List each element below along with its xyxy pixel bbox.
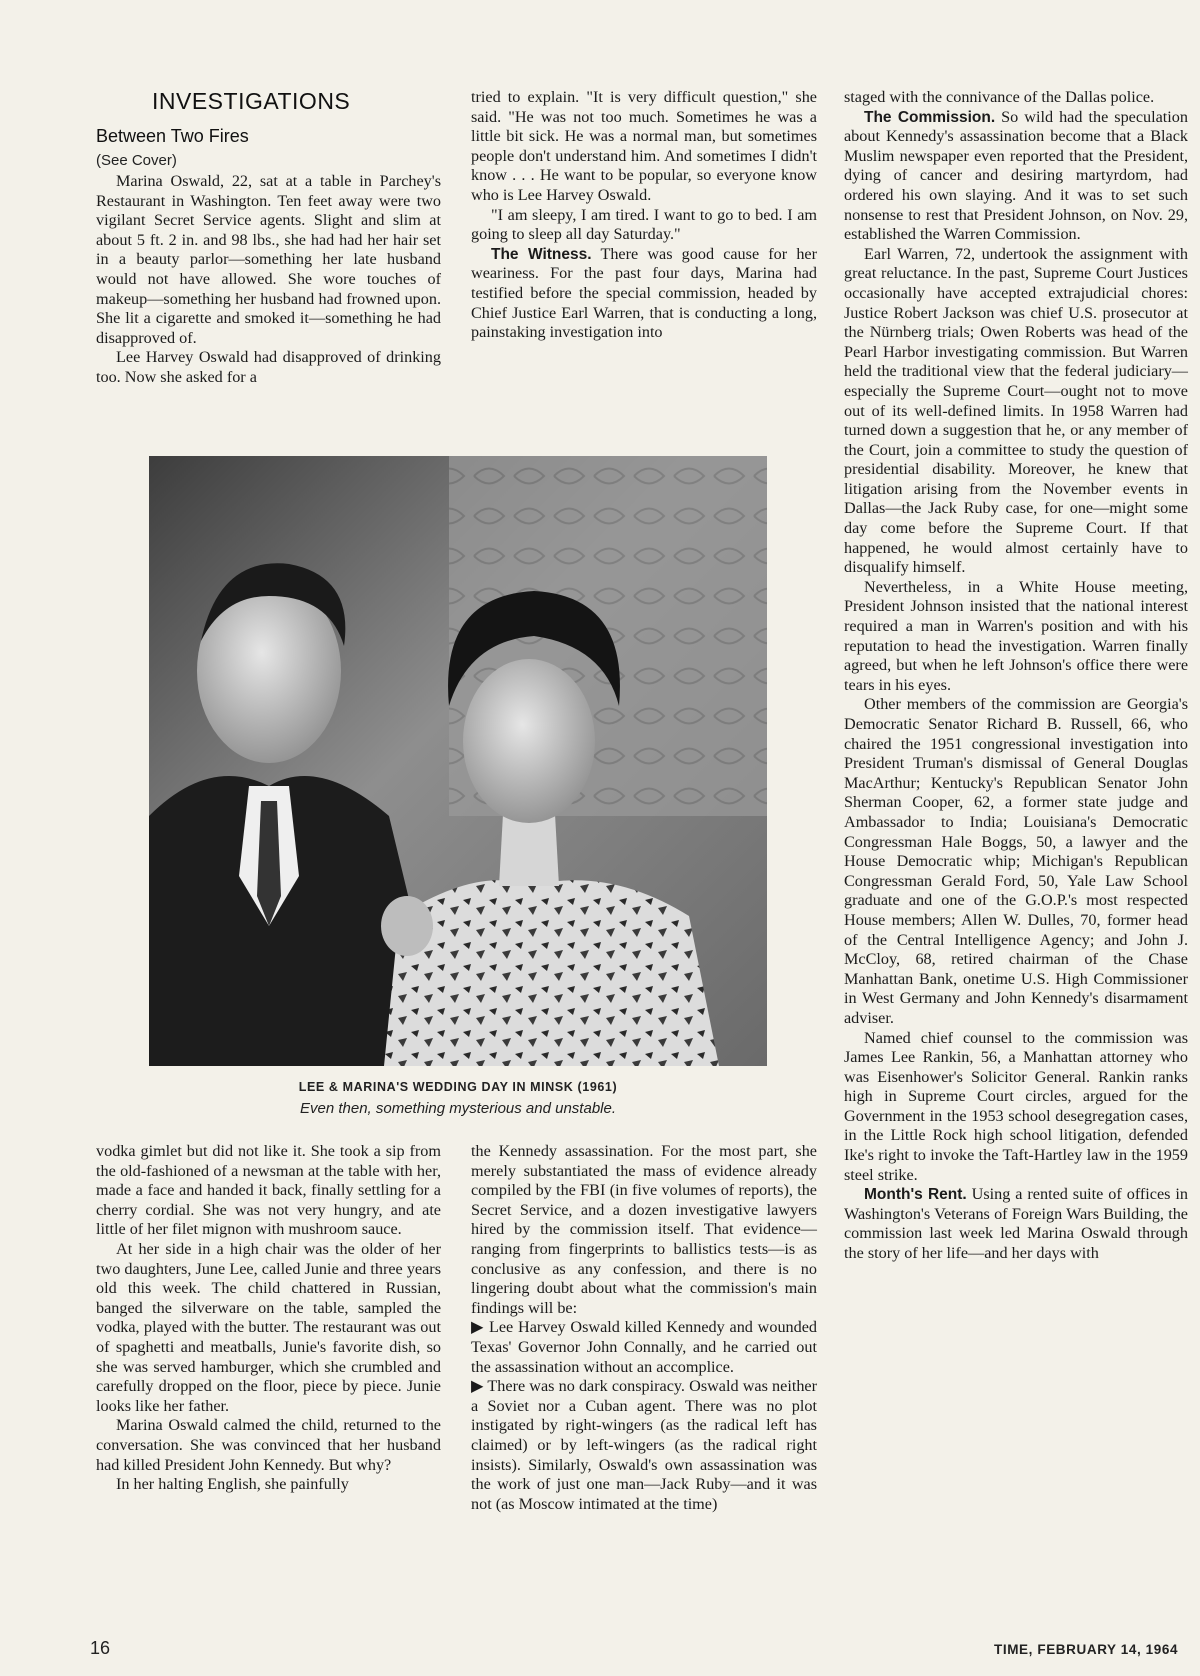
paragraph-witness: [471, 245, 817, 343]
page-number: 16: [90, 1638, 111, 1658]
finding-text: There was no dark conspiracy. Oswald was neither a Soviet nor a Cuban agent. There was no plot instigated by right-wingers (as the radical left has claimed) or by left-wingers (as the radical right insists). Similarly, Oswald's own assassination was the work of just one man—Jack Ruby—and it was not (as Moscow intimated at the time): [471, 1377, 817, 1513]
publication-footer: TIME, FEBRUARY 14, 1964: [994, 1642, 1179, 1657]
column-3: [844, 88, 1188, 1264]
paragraph: Earl Warren, 72, undertook the assignment with great reluctance. In the past, Supreme Court Justices occasionally have accepted extrajudicial chores: Justice Robert Jackson was chief U.S. prosecutor at the Nürnberg trials; Owen Roberts was head of the Pearl Harbor investigating commission. But Warren held the traditional view that the federal judiciary—especially the Supreme Court—ought not to move out of its well-defined limits. In 1958 Warren had turned down a suggestion that he, or any member of the Court, join a committee to study the question of presidential disability. Moreover, he knew that litigation arising from the November events in Dallas—the Jack Ruby case, for one—might some day come before the Supreme Court. If that happened, he would almost certainly have to disqualify himself.: [844, 244, 1188, 577]
column-1-bottom: [96, 1142, 441, 1495]
paragraph: staged with the connivance of the Dallas police.: [844, 88, 1155, 106]
finding-item: [471, 1318, 817, 1377]
paragraph: Named chief counsel to the commission was James Lee Rankin, 56, a Manhattan attorney who was Eisenhower's Solicitor General. Rankin ranks high in Supreme Court circles, argued for the Government in the 1953 school desegregation cases, in the Little Rock high school litigation, defended Ike's right to invoke the Taft-Hartley law in the 1959 steel strike.: [844, 1028, 1188, 1184]
run-in-heading: The Commission.: [864, 108, 996, 126]
paragraph: vodka gimlet but did not like it. She took a sip from the old-fashioned of a newsman at the table with her, made a face and handed it back, finally settling for a cherry cordial. She was not very hungry, and ate little of her filet mignon with mushroom sauce.: [96, 1142, 441, 1239]
paragraph: tried to explain. "It is very difficult question," she said. "He was not too much. Sometimes he was a little bit sick. He was a normal man, but sometimes people don't understand him. And sometimes I didn't know . . . He want to be popular, so everyone know who is Lee Harvey Oswald.: [471, 88, 817, 204]
run-in-heading: The Witness.: [491, 245, 592, 263]
photo-caption-title: LEE & MARINA'S WEDDING DAY IN MINSK (1961): [298, 1080, 618, 1094]
column-2-bottom: [471, 1142, 817, 1514]
paragraph-text: So wild had the speculation about Kennedy's assassination become that a Black Muslim newspaper even reported that the President, dying of cancer and desiring martyrdom, had ordered his own slaying. And it was to set such nonsense to rest that President Johnson, on Nov. 29, established the Warren Commission.: [844, 107, 1188, 244]
section-heading: INVESTIGATIONS: [152, 88, 351, 114]
paragraph-commission: [844, 108, 1188, 245]
run-in-heading: Month's Rent.: [864, 1186, 967, 1204]
paragraph: Other members of the commission are Georgia's Democratic Senator Richard B. Russell, 66, who chaired the 1951 congressional investigation into President Truman's dismissal of General Douglas MacArthur; Kentucky's Republican Senator John Sherman Cooper, 62, a former state judge and Ambassador to India; Louisiana's Democratic Congressman Hale Boggs, 50, a lawyer and the House Democratic whip; Michigan's Republican Congressman Gerald Ford, 50, Yale Law School graduate and one of the G.O.P.'s most respected House members; Allen W. Dulles, 70, former head of the Central Intelligence Agency; and John J. McCloy, 68, retired chairman of the Chase Manhattan Bank, onetime U.S. High Commissioner in West Germany and John Kennedy's disarmament adviser.: [844, 695, 1188, 1027]
photo-caption-subtitle: Even then, something mysterious and unstable.: [299, 1100, 617, 1117]
paragraph-rent: [844, 1185, 1188, 1263]
finding-item: [471, 1377, 817, 1514]
wedding-photo: [149, 456, 767, 1066]
paragraph: Lee Harvey Oswald had disapproved of drinking too. Now she asked for a: [96, 348, 441, 386]
paragraph: At her side in a high chair was the older of her two daughters, June Lee, called Junie and three years old this week. The child chattered in Russian, banged the silverware on the table, sampled the vodka, played with the butter. The restaurant was out of spaghetti and meatballs, Junie's favorite dish, so she was served hamburger, which she crumbled and carefully dropped on the floor, piece by piece. Junie looks like her father.: [96, 1239, 441, 1415]
paragraph-text: There was good cause for her weariness. For the past four days, Marina had testified before the special commission, headed by Chief Justice Earl Warren, that is conducting a long, painstaking investigation into: [471, 244, 817, 342]
article-headline: Between Two Fires: [96, 126, 249, 146]
paragraph-text: Using a rented suite of offices in Washington's Veterans of Foreign Wars Building, the commission last week led Marina Oswald through the story of her life—and her days with: [844, 1185, 1188, 1263]
column-1-top: [96, 172, 441, 388]
column-2-top: [471, 88, 817, 343]
paragraph: "I am sleepy, I am tired. I want to go to bed. I am going to sleep all day Saturday.": [471, 205, 817, 244]
bullet-arrow-icon: ▶: [471, 1377, 484, 1396]
finding-text: Lee Harvey Oswald killed Kennedy and wounded Texas' Governor John Connally, and he carried out the assassination without an accomplice.: [471, 1318, 817, 1376]
paragraph: the Kennedy assassination. For the most part, she merely substantiated the mass of evidence already compiled by the FBI (in five volumes of reports), the Secret Service, and a dozen investigative lawyers hired by the commission itself. That evidence—ranging from fingerprints to ballistics tests—is as conclusive as any confession, and there is no lingering doubt about what the commission's main findings will be:: [471, 1142, 817, 1317]
paragraph: In her halting English, she painfully: [116, 1475, 349, 1494]
paragraph: Nevertheless, in a White House meeting, President Johnson insisted that the national interest required a man in Warren's position and with his reputation to head the investigation. Warren finally agreed, but when he left Johnson's office there were tears in his eyes.: [844, 577, 1188, 694]
wedding-photo-illustration: [149, 456, 767, 1066]
paragraph: Marina Oswald, 22, sat at a table in Parchey's Restaurant in Washington. Ten feet away were two vigilant Secret Service agents. Slight and slim at about 5 ft. 2 in. and 98 lbs., she had had her hair set in a beauty parlor—something her late husband would not have allowed. She wore touches of makeup—something her husband had frowned upon. She lit a cigarette and smoked it—something he had disapproved of.: [96, 172, 441, 347]
bullet-arrow-icon: ▶: [471, 1318, 485, 1337]
paragraph: Marina Oswald calmed the child, returned to the conversation. She was convinced that her husband had killed President John Kennedy. But why?: [96, 1416, 441, 1474]
see-cover-note: (See Cover): [96, 152, 177, 169]
